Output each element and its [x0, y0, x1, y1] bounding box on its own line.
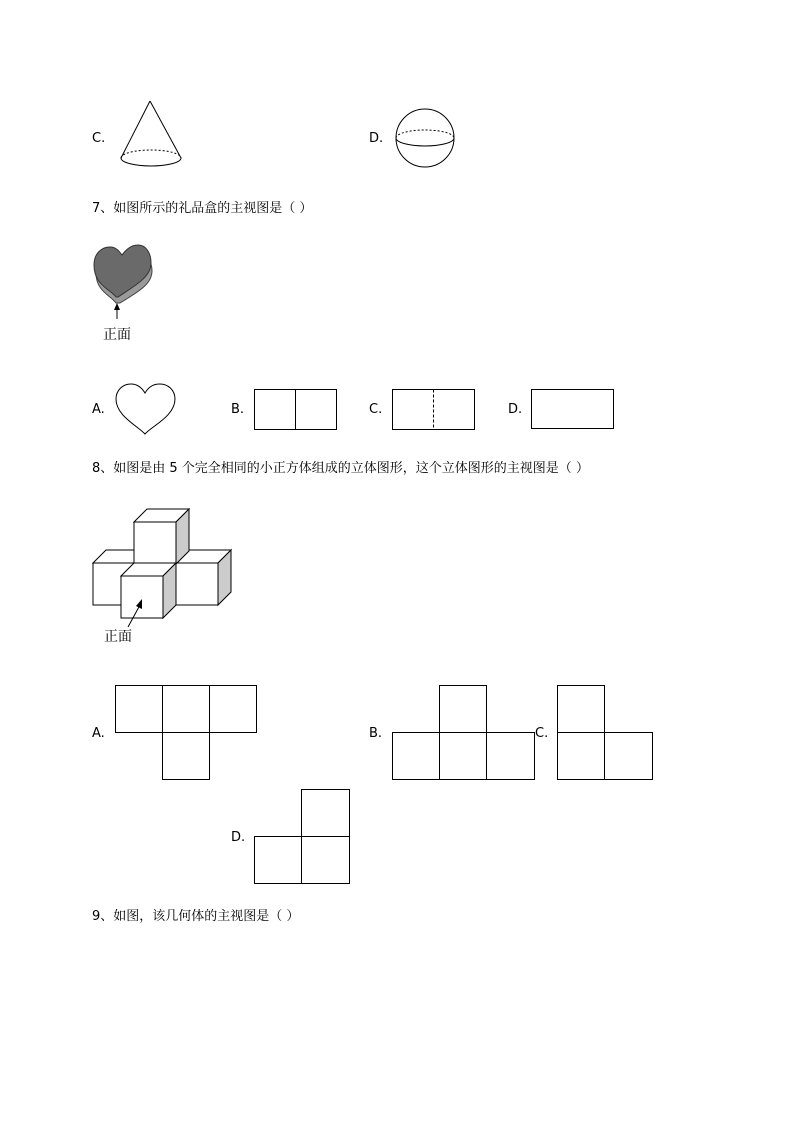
q6-option-c-label: C. — [92, 131, 106, 146]
sphere-figure — [395, 106, 457, 170]
q8-front-label: 正面 — [104, 629, 132, 645]
q8-option-b-label: B. — [369, 726, 383, 741]
rect-dashed-divider-figure — [392, 389, 476, 431]
question-9-text: 9、如图，该几何体的主视图是（ ） — [92, 909, 300, 924]
five-cubes-figure — [92, 507, 234, 647]
cone-figure — [118, 98, 186, 174]
q6-option-d-label: D. — [369, 131, 384, 146]
q8-option-c-label: C. — [535, 726, 549, 741]
question-7-text: 7、如图所示的礼品盒的主视图是（ ） — [92, 201, 313, 216]
rect-solid-divider-figure — [254, 389, 338, 431]
q8-option-d-label: D. — [231, 830, 246, 845]
heart-outline-figure — [114, 382, 178, 436]
q8-option-a-label: A. — [92, 726, 105, 741]
q7-option-c-label: C. — [369, 402, 383, 417]
rect-plain-figure — [531, 389, 615, 431]
q7-option-d-label: D. — [508, 402, 523, 417]
q7-front-label: 正面 — [103, 327, 131, 343]
q7-option-a-label: A. — [92, 402, 105, 417]
question-8-text: 8、如图是由 5 个完全相同的小正方体组成的立体图形，这个立体图形的主视图是（ ） — [92, 461, 589, 476]
heart-gift-box-figure — [90, 243, 156, 319]
q7-option-b-label: B. — [231, 402, 245, 417]
